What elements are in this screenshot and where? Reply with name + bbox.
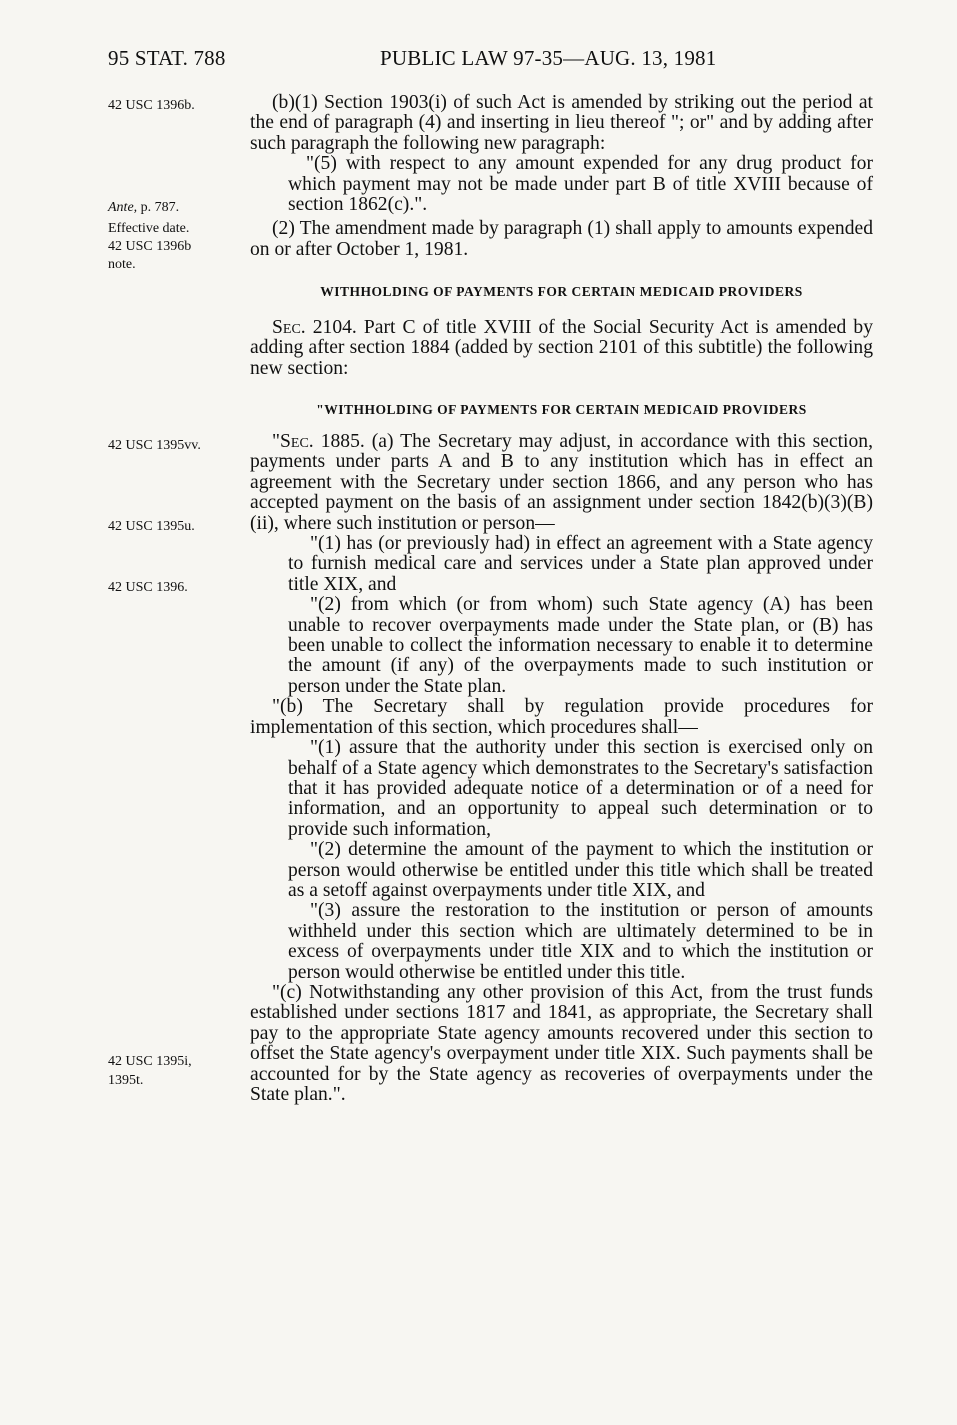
margin-note-usc-1395vv: 42 USC 1395vv. <box>108 438 201 453</box>
section-2104-block <box>250 318 873 379</box>
section-heading-withholding: WITHHOLDING OF PAYMENTS FOR CERTAIN MEDICAID PROVIDERS <box>320 284 803 299</box>
margin-note-effective-date: Effective date. <box>108 221 190 236</box>
subsection-a-body: 1885. (a) The Secretary may adjust, in accordance with this section, payments under parts A and B to any institution which has in effect an agreement with the Secretary under section 1866, and any person who has accepted payment on the basis of an assignment under section 1842(b)(3)(B)(ii), where such institution or person— <box>250 431 873 534</box>
sec-1885-label: "Sec. <box>272 431 314 452</box>
subsection-a-1: "(1) has (or previously had) in effect an agreement with a State agency to furnish medical care and services under a State plan approved under title XIX, and <box>288 533 873 595</box>
sec-2104-body: 2104. Part C of title XVIII of the Social Security Act is amended by adding after section 1884 (added by section 2101 of this subtitle) the following new section: <box>250 317 873 379</box>
section-2104-text <box>250 318 873 379</box>
subsection-b: "(b) The Secretary shall by regulation provide procedures for implementation of this section, which procedures shall— <box>250 696 873 738</box>
sec-label: Sec. <box>272 317 306 338</box>
paragraph-b1: (b)(1) Section 1903(i) of such Act is amended by striking out the period at the end of paragraph (4) and inserting in lieu thereof "; or" and by adding after such paragraph the following new paragraph: <box>250 92 873 154</box>
subsection-c: "(c) Notwithstanding any other provision of this Act, from the trust funds established under sections 1817 and 1841, as appropriate, the Secretary shall pay to the appropriate State agency amounts recovered under this section to offset the State agency's overpayment under title XIX. Such payments shall be accounted for by the State agency as recoveries of overpayments under the State plan.". <box>250 981 873 1105</box>
paragraph-b2: (2) The amendment made by paragraph (1) shall apply to amounts expended on or after October 1, 1981. <box>250 218 873 260</box>
margin-note-usc-1396b: 42 USC 1396b. <box>108 98 195 113</box>
subsection-a-2: "(2) from which (or from whom) such State agency (A) has been unable to recover overpayments made under the State plan, or (B) has been unable to collect the information necessary to enable it to determine the amount (if any) of the overpayments made to such institution or person under the State plan. <box>288 594 873 697</box>
subsection-b-2: "(2) determine the amount of the payment to which the institution or person would otherwise be entitled under this title which shall be treated as a setoff against overpayments under title XIX, and <box>288 839 873 901</box>
margin-note-1395t: 1395t. <box>108 1073 144 1088</box>
margin-note-ante-italic: Ante, <box>108 200 138 215</box>
public-law-title: PUBLIC LAW 97-35—AUG. 13, 1981 <box>380 46 717 70</box>
margin-note-ante-page: p. 787. <box>137 200 180 215</box>
margin-note-usc-1395i: 42 USC 1395i, <box>108 1054 192 1069</box>
section-1885-block <box>250 432 873 1105</box>
statute-page-reference: 95 STAT. 788 <box>108 46 226 70</box>
subsection-b-1: "(1) assure that the authority under this section is exercised only on behalf of a State agency which demonstrates to the Secretary's satisfaction that it has provided adequate notice of a determination or of a need for information, and an opportunity to appeal such determination or to provide such information, <box>288 737 873 840</box>
margin-note-usc-1396b-note: 42 USC 1396b <box>108 239 192 254</box>
subsection-b-3: "(3) assure the restoration to the institution or person of amounts withheld under this section which are ultimately determined to be in excess of overpayments under title XIX and to which the institution or person would otherwise be entitled under this title. <box>288 900 873 983</box>
quoted-paragraph-5: "(5) with respect to any amount expended for any drug product for which payment may not be made under part B of title XVIII because of section 1862(c).". <box>288 153 873 216</box>
margin-note-usc-1396: 42 USC 1396. <box>108 580 188 595</box>
margin-note-ante <box>108 198 248 217</box>
margin-note-usc-1395u: 42 USC 1395u. <box>108 519 195 534</box>
margin-note-note: note. <box>108 257 136 272</box>
subsection-a <box>250 432 873 534</box>
amendment-1903-block <box>250 93 873 260</box>
page-header <box>108 42 878 78</box>
quoted-section-heading: "WITHHOLDING OF PAYMENTS FOR CERTAIN MEDICAID PROVIDERS <box>316 402 807 417</box>
